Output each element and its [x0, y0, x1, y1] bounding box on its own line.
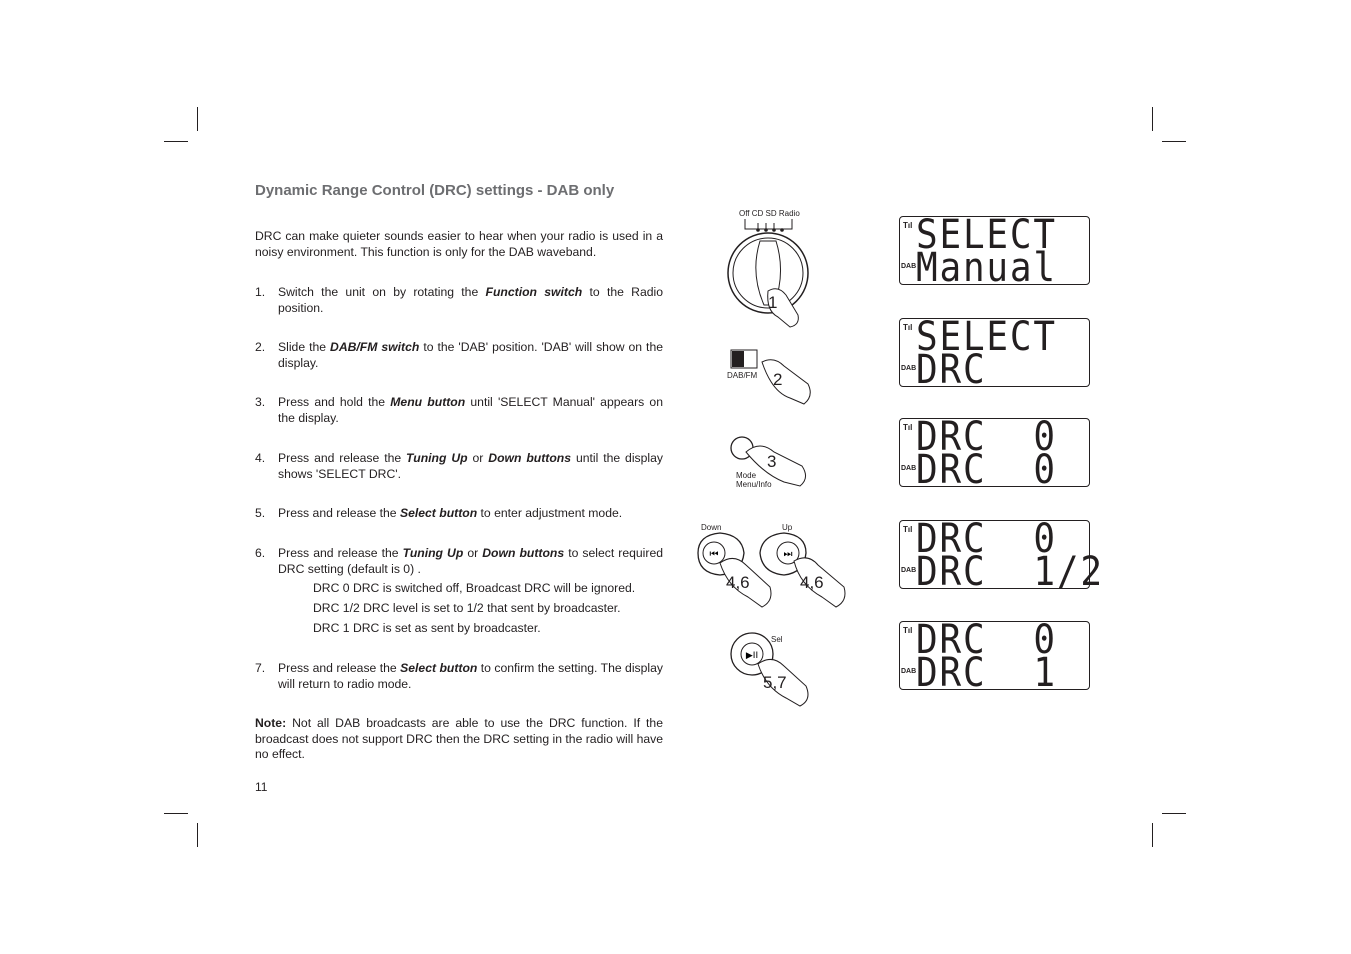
svg-text:▶II: ▶II — [745, 651, 759, 661]
step-number: 5. — [255, 506, 266, 520]
drc-option-0: DRC 0 DRC is switched off, Broadcast DRC will be ignored. — [313, 581, 636, 595]
step-6 — [255, 546, 663, 577]
step-7 — [255, 661, 663, 692]
section-title: Dynamic Range Control (DRC) settings - DAB only — [255, 182, 615, 199]
crop-mark — [164, 813, 188, 814]
crop-mark — [197, 823, 198, 847]
step-3 — [255, 395, 663, 426]
lcd-display — [899, 516, 1104, 595]
step-text: Press and hold the — [278, 395, 391, 409]
step-control-name: Tuning Up — [402, 546, 464, 560]
step-46-callout-left: 4,6 — [726, 573, 750, 592]
signal-icon: Tıl — [903, 626, 913, 635]
step-text: until 'SELECT Manual' appears on the display. — [278, 395, 663, 425]
step-text: to select required DRC setting (default is 0) . — [278, 546, 664, 576]
function-switch-labels: Off CD SD Radio — [739, 209, 800, 218]
crop-mark — [164, 141, 188, 142]
crop-mark — [1152, 823, 1153, 847]
step-1-callout: 1 — [768, 293, 778, 312]
step-5 — [255, 506, 663, 522]
step-control-name: DAB/FM switch — [330, 340, 420, 354]
dab-indicator: DAB — [901, 668, 917, 675]
dab-indicator: DAB — [901, 365, 917, 372]
step-text: Switch the unit on by rotating the — [278, 285, 486, 299]
step-number: 7. — [255, 661, 266, 675]
step-number: 2. — [255, 340, 266, 354]
step-control-name: Tuning Up — [406, 451, 468, 465]
menu-info-label: Menu/Info — [736, 480, 772, 489]
crop-mark — [1152, 107, 1153, 131]
step-number: 6. — [255, 546, 266, 560]
step-control-name: Down buttons — [488, 451, 572, 465]
crop-mark — [1162, 813, 1186, 814]
crop-mark — [197, 107, 198, 131]
step-text: Press and release the — [278, 546, 403, 560]
dab-indicator: DAB — [901, 567, 917, 574]
step-2 — [255, 340, 663, 371]
note-paragraph — [255, 716, 663, 763]
up-label: Up — [782, 523, 793, 532]
signal-icon: Tıl — [903, 423, 913, 432]
step-control-name: Select button — [400, 661, 478, 675]
mode-label: Mode — [736, 471, 757, 480]
lcd-line-2: DRC — [916, 347, 987, 393]
lcd-line-1: SELECT — [916, 314, 1057, 360]
lcd-line-1: DRC 0 — [916, 516, 1057, 562]
lcd-line-1: SELECT — [916, 212, 1057, 258]
step-control-name: Down buttons — [482, 546, 565, 560]
lcd-line-2: Manual — [916, 245, 1057, 291]
function-switch-icon — [720, 217, 820, 337]
lcd-line-1: DRC 0 — [916, 617, 1057, 663]
step-control-name: Function switch — [485, 285, 583, 299]
intro-paragraph: DRC can make quieter sounds easier to hear when your radio is used in a noisy environment. This function is only for the DAB waveband. — [255, 229, 663, 259]
step-number: 4. — [255, 451, 266, 465]
signal-icon: Tıl — [903, 323, 913, 332]
step-text: or — [467, 451, 489, 465]
dab-indicator: DAB — [901, 263, 917, 270]
sel-label: Sel — [771, 635, 783, 644]
drc-option-half: DRC 1/2 DRC level is set to 1/2 that sent by broadcaster. — [313, 601, 621, 615]
step-4 — [255, 451, 663, 482]
signal-icon: Tıl — [903, 525, 913, 534]
note-text: Not all DAB broadcasts are able to use the DRC function. If the broadcast does not support DRC then the DRC setting in the radio will have no effect. — [255, 716, 663, 761]
step-number: 3. — [255, 395, 266, 409]
step-57-callout: 5,7 — [763, 673, 787, 692]
step-number: 1. — [255, 285, 266, 299]
select-button-icon — [728, 632, 816, 710]
drc-option-1: DRC 1 DRC is set as sent by broadcaster. — [313, 621, 541, 635]
note-label: Note: — [255, 716, 287, 730]
lcd-display — [899, 314, 1090, 393]
lcd-display — [899, 414, 1090, 493]
page-number: 11 — [255, 780, 268, 794]
crop-mark — [1162, 141, 1186, 142]
step-text: to confirm the setting. The display will return to radio mode. — [278, 661, 663, 691]
step-2-callout: 2 — [773, 370, 783, 389]
svg-text:⏭: ⏭ — [783, 549, 793, 560]
step-text: Slide the — [278, 340, 331, 354]
step-text: Press and release the — [278, 661, 401, 675]
step-text: Press and release the — [278, 506, 400, 520]
lcd-display — [899, 617, 1090, 696]
step-46-callout-right: 4,6 — [800, 573, 824, 592]
step-text: to the Radio position. — [278, 285, 664, 315]
step-text: Press and release the — [278, 451, 407, 465]
dabfm-label: DAB/FM — [727, 371, 758, 380]
svg-text:⏮: ⏮ — [709, 549, 719, 560]
lcd-line-1: DRC 0 — [916, 414, 1057, 460]
lcd-line-2: DRC 1/2 — [916, 549, 1104, 595]
lcd-line-2: DRC 1 — [916, 650, 1057, 696]
step-1 — [255, 285, 663, 316]
step-control-name: Menu button — [390, 395, 466, 409]
step-text: to enter adjustment mode. — [477, 506, 623, 520]
step-3-callout: 3 — [767, 452, 777, 471]
step-control-name: Select button — [399, 506, 478, 520]
lcd-display — [899, 212, 1090, 291]
tuning-up-button-icon — [758, 531, 852, 611]
dab-indicator: DAB — [901, 465, 917, 472]
signal-icon: Tıl — [903, 221, 913, 230]
step-text: to the 'DAB' position. 'DAB' will show on the display. — [278, 340, 663, 370]
step-text: or — [463, 546, 483, 560]
step-text: until the display shows 'SELECT DRC'. — [278, 451, 663, 481]
down-label: Down — [701, 523, 722, 532]
lcd-line-2: DRC 0 — [916, 447, 1057, 493]
